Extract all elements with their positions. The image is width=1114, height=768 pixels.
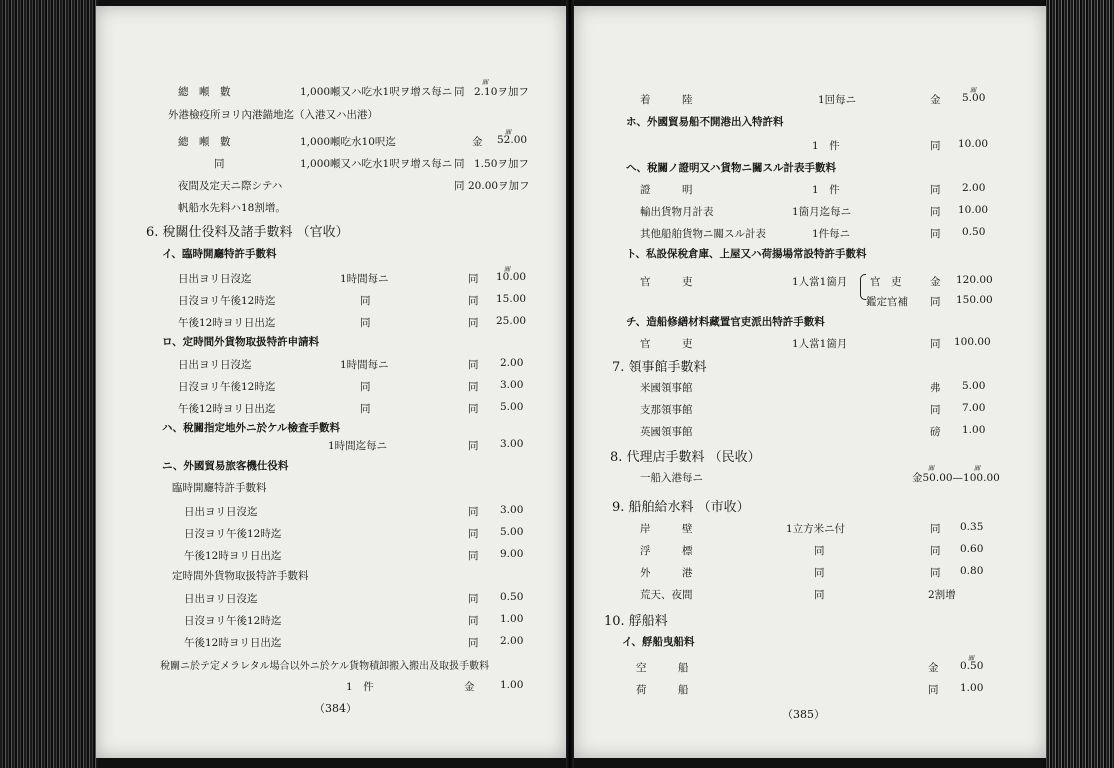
subsection-heading: ロ、定時間外貨物取扱特許申請料: [162, 336, 320, 348]
table-row: 證 明 1 件 同 2.00: [640, 182, 986, 196]
book-edge-right: [1044, 0, 1114, 768]
book-edge-left: [0, 0, 98, 768]
table-row: 空 船 金 圓 0.50: [636, 655, 984, 674]
row-prefix: 同: [454, 86, 465, 98]
table-row: 日出ヨリ日沒迄 1時間每ニ 同 圓 10.00: [178, 266, 527, 285]
subsection-heading: ハ、稅關指定地外ニ於ケル檢査手數料: [162, 422, 340, 434]
table-row: 日沒ヨリ午後12時迄 同 同 3.00: [178, 379, 524, 393]
row-amount: 圓 2.10ヲ加フ: [474, 79, 529, 98]
table-row: 鑑定官補 同 150.00: [866, 294, 993, 308]
table-row: 日沒ヨリ午後12時迄 同 同 15.00: [178, 293, 527, 307]
table-row: 外 港 同 同 0.80: [640, 565, 984, 579]
table-row: 浮 標 同 同 0.60: [640, 543, 984, 557]
table-row: 米國領事館 弗 5.00: [640, 380, 986, 394]
table-row: 午後12時ヨリ日出迄 同 同 25.00: [178, 315, 527, 329]
table-row: 荷 船 同 1.00: [636, 682, 984, 696]
table-row: 日沒ヨリ午後12時迄 同 1.00: [184, 613, 524, 627]
table-row: 一船入港每ニ 圓 圓 金50.00—100.00: [640, 465, 1000, 484]
table-row: 外港檢疫所ヨリ內港錨地迄（入港又ハ出港）: [168, 109, 378, 121]
table-row: 稅關ニ於テ定メラレタル場合以外ニ於ケル貨物積卸搬入搬出及取扱手數料: [160, 661, 490, 672]
table-row: 1 件 同 10.00: [812, 138, 989, 152]
table-row: 夜間及定天ニ際シテハ 同 20.00ヲ加フ: [178, 180, 530, 192]
table-row: 日出ヨリ日沒迄 同 0.50: [184, 591, 524, 605]
table-row: 着 陸 1回每ニ 金 圓 5.00: [640, 87, 986, 106]
table-row: 帆船水先料ハ18割增。: [178, 202, 286, 214]
table-row: 日沒ヨリ午後12時迄 同 5.00: [184, 526, 524, 540]
left-page: [96, 6, 566, 758]
page-number: （385）: [782, 708, 825, 721]
table-row: 岸 壁 1立方米ニ付 同 0.35: [640, 521, 984, 535]
table-row: 官 吏 1人當1箇月 官 吏 金 120.00: [640, 274, 993, 288]
table-row: 午後12時ヨリ日出迄 同 同 5.00: [178, 401, 524, 415]
table-row: 總 噸 數 1,000噸吃水10呎迄 金 圓 52.00: [178, 129, 528, 148]
subsection-heading: ト、私設保稅倉庫、上屋又ハ荷揚場常設特許手數料: [626, 248, 867, 260]
table-row: 同 1,000噸又ハ吃水1呎ヲ增ス每ニ 同 1.50ヲ加フ: [214, 158, 529, 170]
table-row: 支那領事館 同 7.00: [640, 402, 986, 416]
subsection-heading: ホ、外國貿易船不開港出入特許料: [626, 116, 784, 128]
section-heading: 7. 領事館手數料: [612, 360, 707, 375]
table-row: 日出ヨリ日沒迄 同 3.00: [184, 504, 524, 518]
table-row: 1 件 金 1.00: [346, 679, 524, 693]
row-unit: 1,000噸又ハ吃水1呎ヲ增ス每ニ: [300, 86, 453, 98]
subsection-heading: ヘ、稅關ノ證明又ハ貨物ニ關スル計表手數料: [626, 162, 836, 174]
section-heading: 10. 艀船料: [604, 614, 668, 629]
subsection-heading: チ、造船修繕材料藏置官吏派出特許手數料: [626, 316, 825, 328]
row-label: 總 噸 數: [178, 86, 231, 98]
section-heading: 8. 代理店手數料 （民收）: [610, 450, 761, 465]
table-row: 臨時開廳特許手數料: [172, 482, 267, 494]
page-number: （384）: [314, 702, 357, 715]
table-row: 荒天、夜間 同 2割增: [640, 589, 956, 601]
table-row: 定時間外貨物取扱特許手數料: [172, 570, 309, 582]
table-row: [96, 79, 566, 104]
book-gutter: [566, 0, 574, 768]
table-row: 輸出貨物月計表 1箇月迄每ニ 同 10.00: [640, 204, 989, 218]
table-row: 日出ヨリ日沒迄 1時間每ニ 同 2.00: [178, 357, 524, 371]
table-row: 1時間迄每ニ 同 3.00: [328, 438, 524, 452]
table-row: 午後12時ヨリ日出迄 同 9.00: [184, 548, 524, 562]
subsection-heading: イ、臨時開廳特許手數料: [162, 248, 277, 260]
table-row: 其他船舶貨物ニ關スル計表 1件每ニ 同 0.50: [640, 226, 986, 240]
table-row: 午後12時ヨリ日出迄 同 2.00: [184, 635, 524, 649]
subsection-heading: イ、艀船曳船料: [622, 636, 695, 648]
section-heading: 6. 稅關仕役料及諸手數料 （官收）: [146, 225, 349, 240]
table-row: 官 吏 1人當1箇月 同 100.00: [640, 336, 991, 350]
table-row: 英國領事館 磅 1.00: [640, 424, 986, 438]
subsection-heading: ニ、外國貿易旅客機仕役料: [162, 460, 289, 472]
right-page: [574, 6, 1046, 758]
section-heading: 9. 船舶給水料 （市收）: [612, 500, 750, 515]
